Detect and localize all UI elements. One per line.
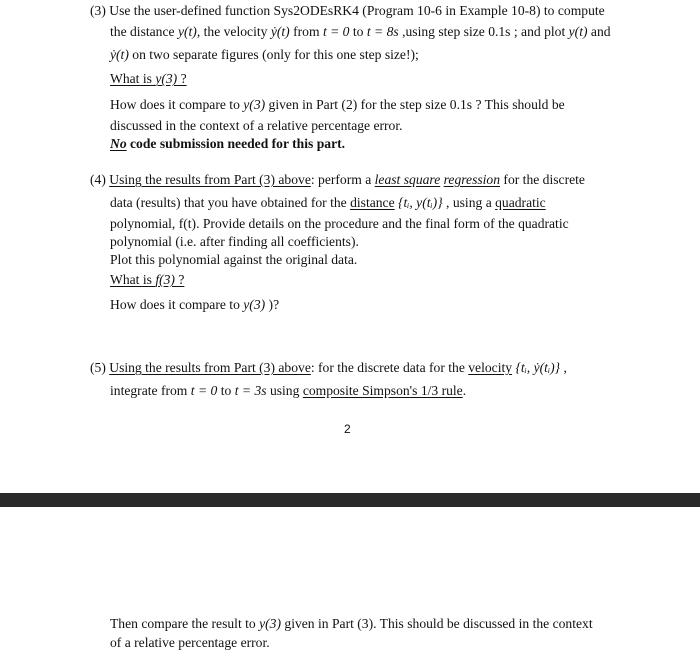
part4-line3: polynomial, f(t). Provide details on the procedure and the final form of the quadratic	[110, 216, 569, 231]
part4-line1	[90, 171, 585, 189]
math-t8: t = 8s	[366, 24, 399, 39]
text: from	[289, 24, 323, 39]
text: on two separate figures (only for this one step size!);	[128, 47, 419, 62]
math-y3: y(3)	[243, 97, 266, 112]
text: , using a	[442, 195, 496, 210]
part5-line2	[110, 382, 466, 400]
math-y3: y(3)	[243, 297, 266, 312]
text: How does it compare to	[110, 97, 244, 112]
text: What is	[110, 71, 156, 86]
text: ,	[560, 360, 567, 375]
text: : perform a	[310, 172, 375, 187]
part3-compare-line1	[110, 96, 565, 114]
math-ydot: ẏ(t)	[110, 47, 129, 62]
part4-compare	[110, 296, 279, 314]
math-y3: y(3)	[259, 616, 281, 631]
part3-line2	[110, 23, 611, 41]
bottom-line2: of a relative percentage error.	[110, 635, 270, 650]
text: to	[349, 24, 367, 39]
no-emphasis: No	[110, 136, 127, 151]
text: : for the discrete data for the	[310, 360, 469, 375]
part4-line4: polynomial (i.e. after finding all coefficients).	[110, 234, 359, 249]
part4-line5: Plot this polynomial against the original data.	[110, 252, 358, 267]
math-y3: y(3)	[155, 71, 178, 86]
regression: regression	[443, 172, 501, 187]
text: using	[266, 383, 303, 398]
part4-line2	[110, 194, 546, 212]
math-ydot: ẏ(t)	[270, 24, 290, 39]
text: to	[217, 383, 235, 398]
quadratic: quadratic	[495, 195, 546, 210]
text: ?	[174, 272, 185, 287]
text: code submission needed for this part.	[126, 136, 346, 151]
math-f3: f(3)	[155, 272, 175, 287]
text: .	[462, 383, 467, 398]
text: )?	[265, 297, 280, 312]
page-bottom	[0, 507, 700, 657]
bottom-line1	[110, 615, 593, 633]
text: given in Part (3). This should be discussed in the context	[281, 616, 593, 631]
underlined-ref: Using the results from Part (3) above	[109, 360, 311, 375]
velocity: velocity	[468, 360, 513, 375]
math-t3: t = 3s	[234, 383, 267, 398]
simpson-rule: composite Simpson's 1/3 rule	[302, 383, 463, 398]
math-set: {tᵢ, y(tᵢ)}	[394, 195, 443, 210]
page-divider	[0, 493, 700, 507]
text: ,using step size	[398, 24, 489, 39]
part4-question	[110, 271, 184, 289]
text: What is	[110, 272, 156, 287]
underlined-ref: Using the results from Part (3) above	[109, 172, 311, 187]
part3-question	[110, 70, 187, 88]
text: integrate from	[110, 383, 191, 398]
step-size: 0.1s	[488, 24, 511, 39]
text: ; and plot	[510, 24, 569, 39]
text: data (results) that you have obtained for the	[110, 195, 351, 210]
text: , the velocity	[196, 24, 271, 39]
step-size: 0.1s	[449, 97, 473, 112]
math-y: y(t)	[568, 24, 588, 39]
text: and	[587, 24, 611, 39]
text: (5)	[90, 360, 110, 375]
text: the distance	[110, 24, 178, 39]
math-set: {tᵢ, ẏ(tᵢ)}	[512, 360, 561, 375]
text: for the discrete	[500, 172, 585, 187]
part3-compare-line2: discussed in the context of a relative percentage error.	[110, 118, 403, 133]
part3-no-code-note	[110, 135, 345, 153]
text: ?	[177, 71, 187, 86]
part5-line1	[90, 359, 567, 377]
text: ? This should be	[472, 97, 565, 112]
text: given in Part (2) for the step size	[265, 97, 450, 112]
math-t0: t = 0	[322, 24, 350, 39]
distance: distance	[350, 195, 395, 210]
least-square: least square	[374, 172, 441, 187]
part3-line1: (3) Use the user-defined function Sys2ODEsRK4 (Program 10-6 in Example 10-8) to compute	[90, 3, 605, 18]
text: Then compare the result to	[110, 616, 260, 631]
text: How does it compare to	[110, 297, 244, 312]
math-y: y(t)	[177, 24, 197, 39]
page-number: 2	[344, 422, 351, 436]
math-t0: t = 0	[190, 383, 218, 398]
part3-line3	[110, 46, 419, 64]
text: (4)	[90, 172, 110, 187]
